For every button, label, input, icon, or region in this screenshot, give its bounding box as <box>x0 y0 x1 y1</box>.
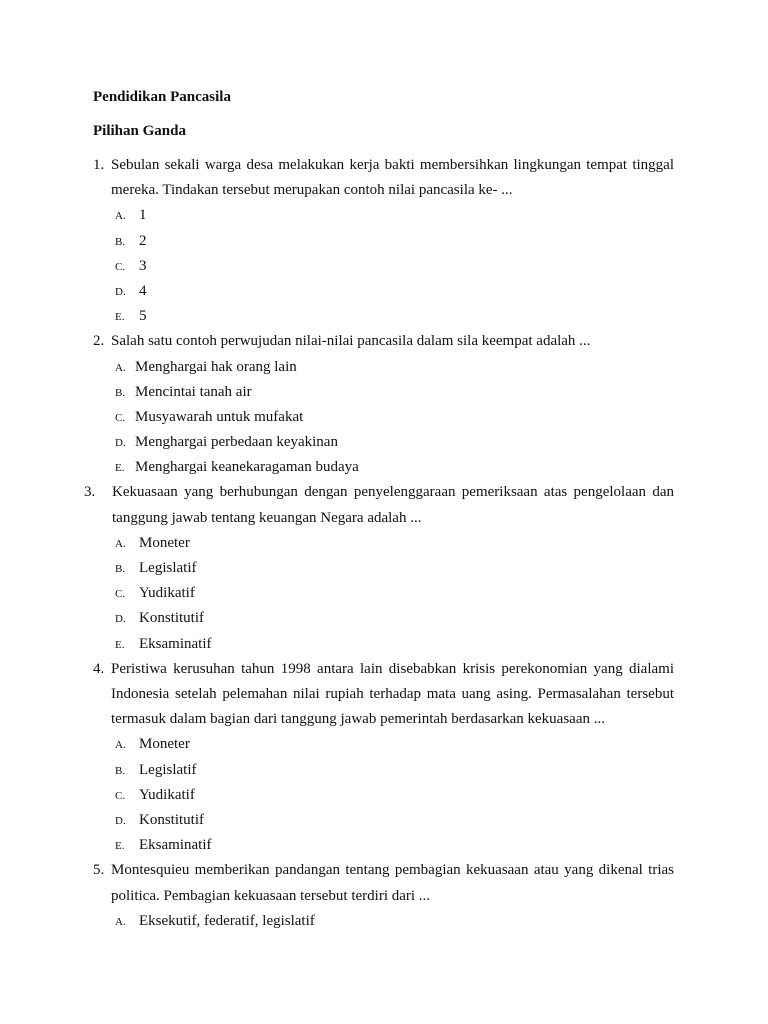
option-letter: B. <box>115 563 126 576</box>
question-1 <box>0 153 768 329</box>
option-letter: C. <box>115 411 126 424</box>
option-letter: B. <box>115 235 126 248</box>
option-text: Konstitutif <box>139 812 205 828</box>
question-4 <box>0 657 768 859</box>
option-letter: D. <box>115 815 126 827</box>
document-subject-heading: Pendidikan Pancasila <box>93 89 231 105</box>
question-number: 2. <box>93 333 105 350</box>
question-number: 3. <box>84 484 96 501</box>
option-text: Moneter <box>139 534 190 551</box>
option-a <box>0 531 768 556</box>
option-letter: E. <box>115 840 125 853</box>
option-c <box>0 405 768 430</box>
option-letter: C. <box>115 588 126 601</box>
option-text: Menghargai hak orang lain <box>135 358 297 375</box>
option-text: Yudikatif <box>139 786 195 803</box>
option-c <box>0 254 768 279</box>
option-text: Menghargai keanekaragaman budaya <box>135 459 359 476</box>
option-letter: E. <box>115 462 125 475</box>
option-letter: B. <box>115 386 126 399</box>
option-a <box>0 355 768 380</box>
option-text: Moneter <box>139 736 190 753</box>
option-e <box>0 833 768 858</box>
option-list <box>0 355 768 481</box>
option-d <box>0 279 768 304</box>
question-5 <box>0 858 768 934</box>
option-letter: A. <box>115 739 126 752</box>
option-text: Legislatif <box>139 761 197 778</box>
option-a <box>0 909 768 934</box>
option-list <box>0 732 768 858</box>
option-d <box>0 808 768 833</box>
option-letter: D. <box>115 437 126 450</box>
question-list <box>0 153 768 934</box>
question-number: 5. <box>93 862 105 879</box>
option-e <box>0 304 768 329</box>
option-text: Eksaminatif <box>139 635 212 652</box>
option-text: 4 <box>139 282 147 299</box>
question-3 <box>0 480 768 656</box>
option-letter: E. <box>115 638 125 651</box>
option-text: Eksekutif, federatif, legislatif <box>139 912 315 929</box>
question-number: 1. <box>93 157 105 173</box>
option-letter: A. <box>115 210 126 223</box>
option-list <box>0 531 768 657</box>
option-d <box>0 606 768 631</box>
option-a <box>0 732 768 757</box>
option-letter: D. <box>115 613 126 626</box>
option-letter: C. <box>115 789 126 802</box>
option-text: Konstitutif <box>139 610 205 627</box>
option-d <box>0 430 768 455</box>
option-text: 2 <box>139 232 147 249</box>
option-letter: B. <box>115 764 126 777</box>
option-b <box>0 229 768 254</box>
option-list <box>0 203 768 329</box>
option-letter: A. <box>115 915 126 928</box>
question-2 <box>0 329 768 480</box>
question-number: 4. <box>93 660 105 677</box>
option-text: Legislatif <box>139 560 197 577</box>
option-text: Menghargai perbedaan keyakinan <box>135 434 338 451</box>
question-text: Salah satu contoh perwujudan nilai-nilai pancasila dalam sila keempat adalah ... <box>111 333 591 350</box>
option-letter: D. <box>115 285 126 298</box>
option-text: 5 <box>139 308 147 325</box>
question-text: Kekuasaan yang berhubungan dengan penyelenggaraan pemeriksaan atas pengelolaan dan tanggung jawab tentang keuangan Negara adalah ... <box>112 484 674 526</box>
option-letter: A. <box>115 361 126 374</box>
option-text: Musyawarah untuk mufakat <box>135 408 304 425</box>
option-letter: A. <box>115 537 126 550</box>
option-e <box>0 455 768 480</box>
option-c <box>0 581 768 606</box>
option-e <box>0 632 768 657</box>
option-text: Eksaminatif <box>139 837 212 854</box>
option-text: Mencintai tanah air <box>135 383 252 400</box>
section-heading: Pilihan Ganda <box>93 123 186 139</box>
question-text: Montesquieu memberikan pandangan tentang pembagian kekuasaan atau yang dikenal trias politica. Pembagian kekuasaan tersebut terdiri dari ... <box>111 862 674 904</box>
option-text: 1 <box>139 207 147 224</box>
option-b <box>0 556 768 581</box>
option-letter: E. <box>115 311 125 324</box>
option-letter: C. <box>115 260 126 273</box>
option-a <box>0 203 768 228</box>
question-text: Sebulan sekali warga desa melakukan kerja bakti membersihkan lingkungan tempat tinggal mereka. Tindakan tersebut merupakan contoh nilai pancasila ke- ... <box>111 157 674 199</box>
option-text: Yudikatif <box>139 585 195 602</box>
question-text: Peristiwa kerusuhan tahun 1998 antara lain disebabkan krisis perekonomian yang dialami Indonesia setelah pelemahan nilai rupiah terhadap mata uang asing. Permasalahan tersebut termasuk dalam bagian dari tanggung jawab pemerintah berdasarkan kekuasaan ... <box>111 660 674 728</box>
option-text: 3 <box>139 257 147 274</box>
option-b <box>0 380 768 405</box>
option-list <box>0 909 768 934</box>
option-b <box>0 758 768 783</box>
option-c <box>0 783 768 808</box>
